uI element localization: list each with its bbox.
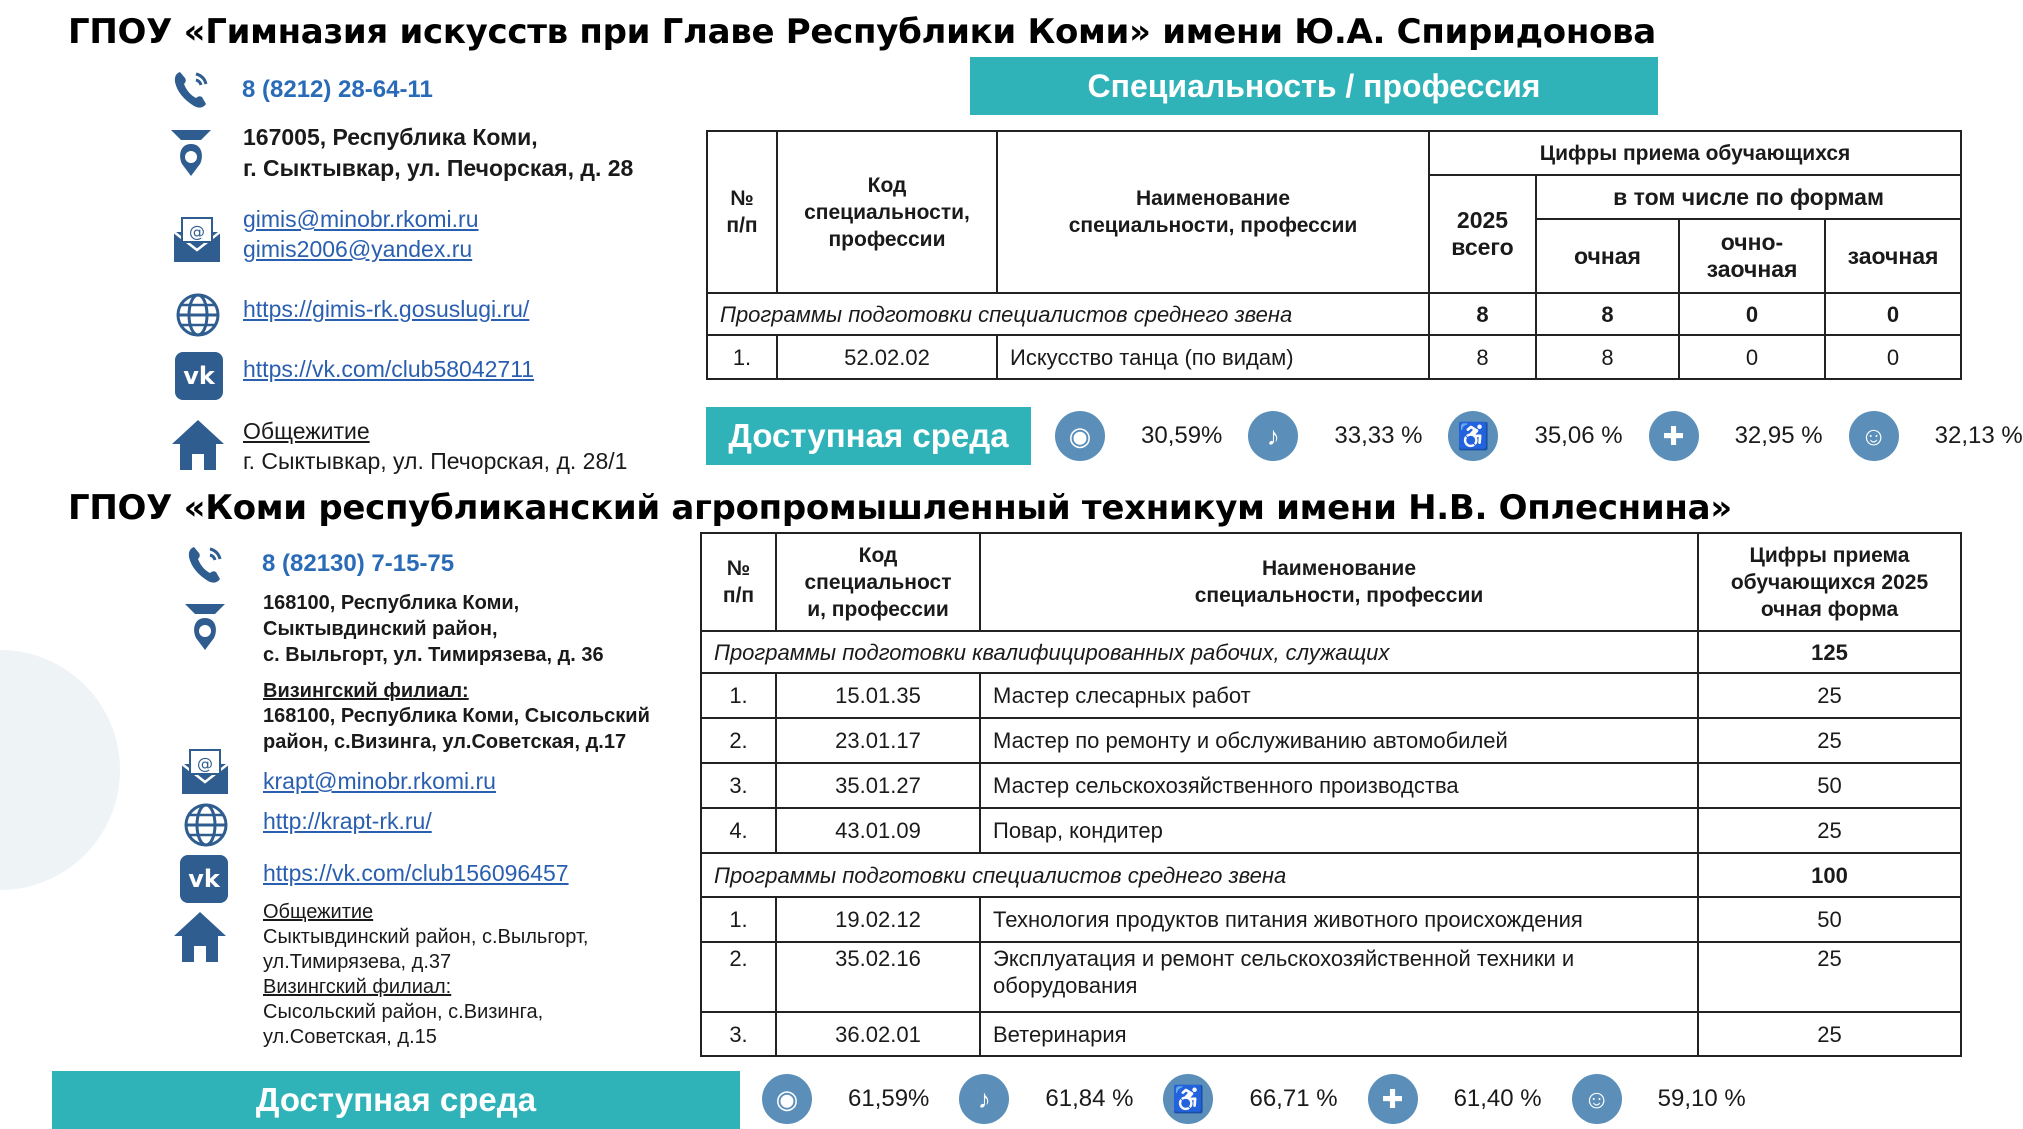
school1-website[interactable]: https://gimis-rk.gosuslugi.ru/: [243, 296, 530, 322]
school1-title: ГПОУ «Гимназия искусств при Главе Республики Коми» имени Ю.А. Спиридонова: [68, 12, 1656, 52]
school2-address-line2: Сыктывдинский район,: [263, 618, 498, 640]
home-icon: [170, 418, 226, 472]
th-name: Наименование специальности, профессии: [997, 131, 1429, 293]
school2-dorm-branch-address-line1: Сысольский район, с.Визинга,: [263, 1001, 544, 1023]
decorative-circle: [0, 650, 120, 890]
wheelchair-icon: ♿: [1163, 1074, 1213, 1124]
th-correspondence: заочная: [1825, 219, 1961, 293]
th-num: № п/п: [707, 131, 777, 293]
school2-accessibility-label: Доступная среда: [52, 1071, 740, 1129]
th-name: Наименование специальности, профессии: [980, 533, 1698, 631]
accessibility-item-vision: ◉ 30,59%: [1055, 411, 1222, 461]
school1-email-2[interactable]: gimis2006@yandex.ru: [243, 236, 473, 262]
school2-vk-link[interactable]: https://vk.com/club156096457: [263, 860, 569, 886]
school1-address-line2: г. Сыктывкар, ул. Печорская, д. 28: [243, 155, 634, 181]
accessibility-item-hearing: ♪ 33,33 %: [1248, 411, 1422, 461]
th-parttime: очно- заочная: [1679, 219, 1825, 293]
specialty-banner: Специальность / профессия: [970, 57, 1658, 115]
svg-text:@: @: [189, 222, 205, 241]
hearing-icon: ♪: [959, 1074, 1009, 1124]
school1-dorm-label: Общежитие: [243, 418, 370, 444]
school2-dorm-address-line2: ул.Тимирязева, д.37: [263, 951, 452, 973]
school2-accessibility-stats: [762, 1074, 1746, 1124]
school1-address-line1: 167005, Республика Коми,: [243, 124, 538, 150]
location-icon: [182, 600, 228, 652]
accessibility-item-mobility: ♿ 66,71 %: [1163, 1074, 1337, 1124]
table-row: 1. 52.02.02 Искусство танца (по видам) 8 8 0 0: [707, 335, 1961, 379]
vk-icon: vk: [180, 855, 228, 903]
table-row: 2. 23.01.17 Мастер по ремонту и обслуживанию автомобилей 25: [701, 718, 1961, 763]
th-forms: в том числе по формам: [1536, 175, 1961, 219]
school1-email-1[interactable]: gimis@minobr.rkomi.ru: [243, 206, 479, 232]
vision-icon: ◉: [762, 1074, 812, 1124]
email-icon: [172, 216, 222, 264]
crutch-icon: ✚: [1368, 1074, 1418, 1124]
accessibility-item-vision: ◉ 61,59%: [762, 1074, 929, 1124]
location-icon: [168, 126, 214, 178]
th-admission: Цифры приема обучающихся: [1429, 131, 1961, 175]
phone-icon: [186, 543, 226, 585]
table-row: 2. 35.02.16 Эксплуатация и ремонт сельскохозяйственной техники и оборудования 25: [701, 942, 1961, 1012]
globe-icon: [175, 292, 221, 338]
table-row: 1. 19.02.12 Технология продуктов питания животного происхождения 50: [701, 897, 1961, 942]
accessibility-item-musculoskeletal: ✚ 61,40 %: [1368, 1074, 1542, 1124]
school2-dorm-branch-label: Визингский филиал:: [263, 976, 452, 998]
school2-branch-label: Визингский филиал:: [263, 680, 469, 702]
school2-email[interactable]: krapt@minobr.rkomi.ru: [263, 768, 496, 794]
school1-vk-link[interactable]: https://vk.com/club58042711: [243, 356, 535, 382]
table-group-row: Программы подготовки специалистов среднего звена 100: [701, 853, 1961, 897]
table-row: 3. 35.01.27 Мастер сельскохозяйственного производства 50: [701, 763, 1961, 808]
vk-icon: vk: [175, 352, 223, 400]
school2-dorm-address-line1: Сыктывдинский район, с.Выльгорт,: [263, 926, 589, 948]
school2-website[interactable]: http://krapt-rk.ru/: [263, 808, 432, 834]
accessibility-item-hearing: ♪ 61,84 %: [959, 1074, 1133, 1124]
school2-branch-address-line2: район, с.Визинга, ул.Советская, д.17: [263, 731, 627, 753]
accessibility-item-mobility: ♿ 35,06 %: [1448, 411, 1622, 461]
th-total: 2025 всего: [1429, 175, 1536, 293]
school1-accessibility-label: Доступная среда: [706, 407, 1031, 465]
school2-branch-address-line1: 168100, Республика Коми, Сысольский: [263, 705, 650, 727]
table-row: 4. 43.01.09 Повар, кондитер 25: [701, 808, 1961, 853]
school1-phone[interactable]: 8 (8212) 28-64-11: [242, 76, 433, 103]
globe-icon: [183, 802, 229, 848]
table-group-row: Программы подготовки специалистов среднего звена 8 8 0 0: [707, 293, 1961, 335]
hearing-icon: ♪: [1248, 411, 1298, 461]
school2-title: ГПОУ «Коми республиканский агропромышленный техникум имени Н.В. Оплеснина»: [68, 488, 1732, 528]
mind-icon: ☺: [1849, 411, 1899, 461]
crutch-icon: ✚: [1649, 411, 1699, 461]
school1-accessibility-stats: [1055, 411, 2023, 461]
mind-icon: ☺: [1572, 1074, 1622, 1124]
school2-dorm-branch-address-line2: ул.Советская, д.15: [263, 1026, 437, 1048]
accessibility-item-mental: ☺ 59,10 %: [1572, 1074, 1746, 1124]
svg-text:@: @: [197, 754, 213, 773]
school2-address-line3: с. Выльгорт, ул. Тимирязева, д. 36: [263, 644, 604, 666]
school1-admission-table: [706, 130, 1962, 380]
home-icon: [172, 910, 228, 964]
accessibility-item-mental: ☺ 32,13 %: [1849, 411, 2023, 461]
th-fulltime: очная: [1536, 219, 1679, 293]
vision-icon: ◉: [1055, 411, 1105, 461]
email-icon: [180, 748, 230, 796]
th-admission: Цифры приема обучающихся 2025 очная форма: [1698, 533, 1961, 631]
table-row: 1. 15.01.35 Мастер слесарных работ 25: [701, 673, 1961, 718]
school2-phone[interactable]: 8 (82130) 7-15-75: [262, 550, 455, 577]
th-code: Код специальности, профессии: [777, 131, 997, 293]
th-code: Код специальност и, профессии: [776, 533, 980, 631]
school2-dorm-label: Общежитие: [263, 901, 374, 923]
school2-address-line1: 168100, Республика Коми,: [263, 592, 520, 614]
table-row: 3. 36.02.01 Ветеринария 25: [701, 1012, 1961, 1056]
phone-icon: [172, 68, 212, 110]
accessibility-item-musculoskeletal: ✚ 32,95 %: [1649, 411, 1823, 461]
table-group-row: Программы подготовки квалифицированных рабочих, служащих 125: [701, 631, 1961, 673]
school1-dorm-address: г. Сыктывкар, ул. Печорская, д. 28/1: [243, 448, 628, 474]
wheelchair-icon: ♿: [1448, 411, 1498, 461]
school2-admission-table: [700, 532, 1962, 1057]
th-num: № п/п: [701, 533, 776, 631]
